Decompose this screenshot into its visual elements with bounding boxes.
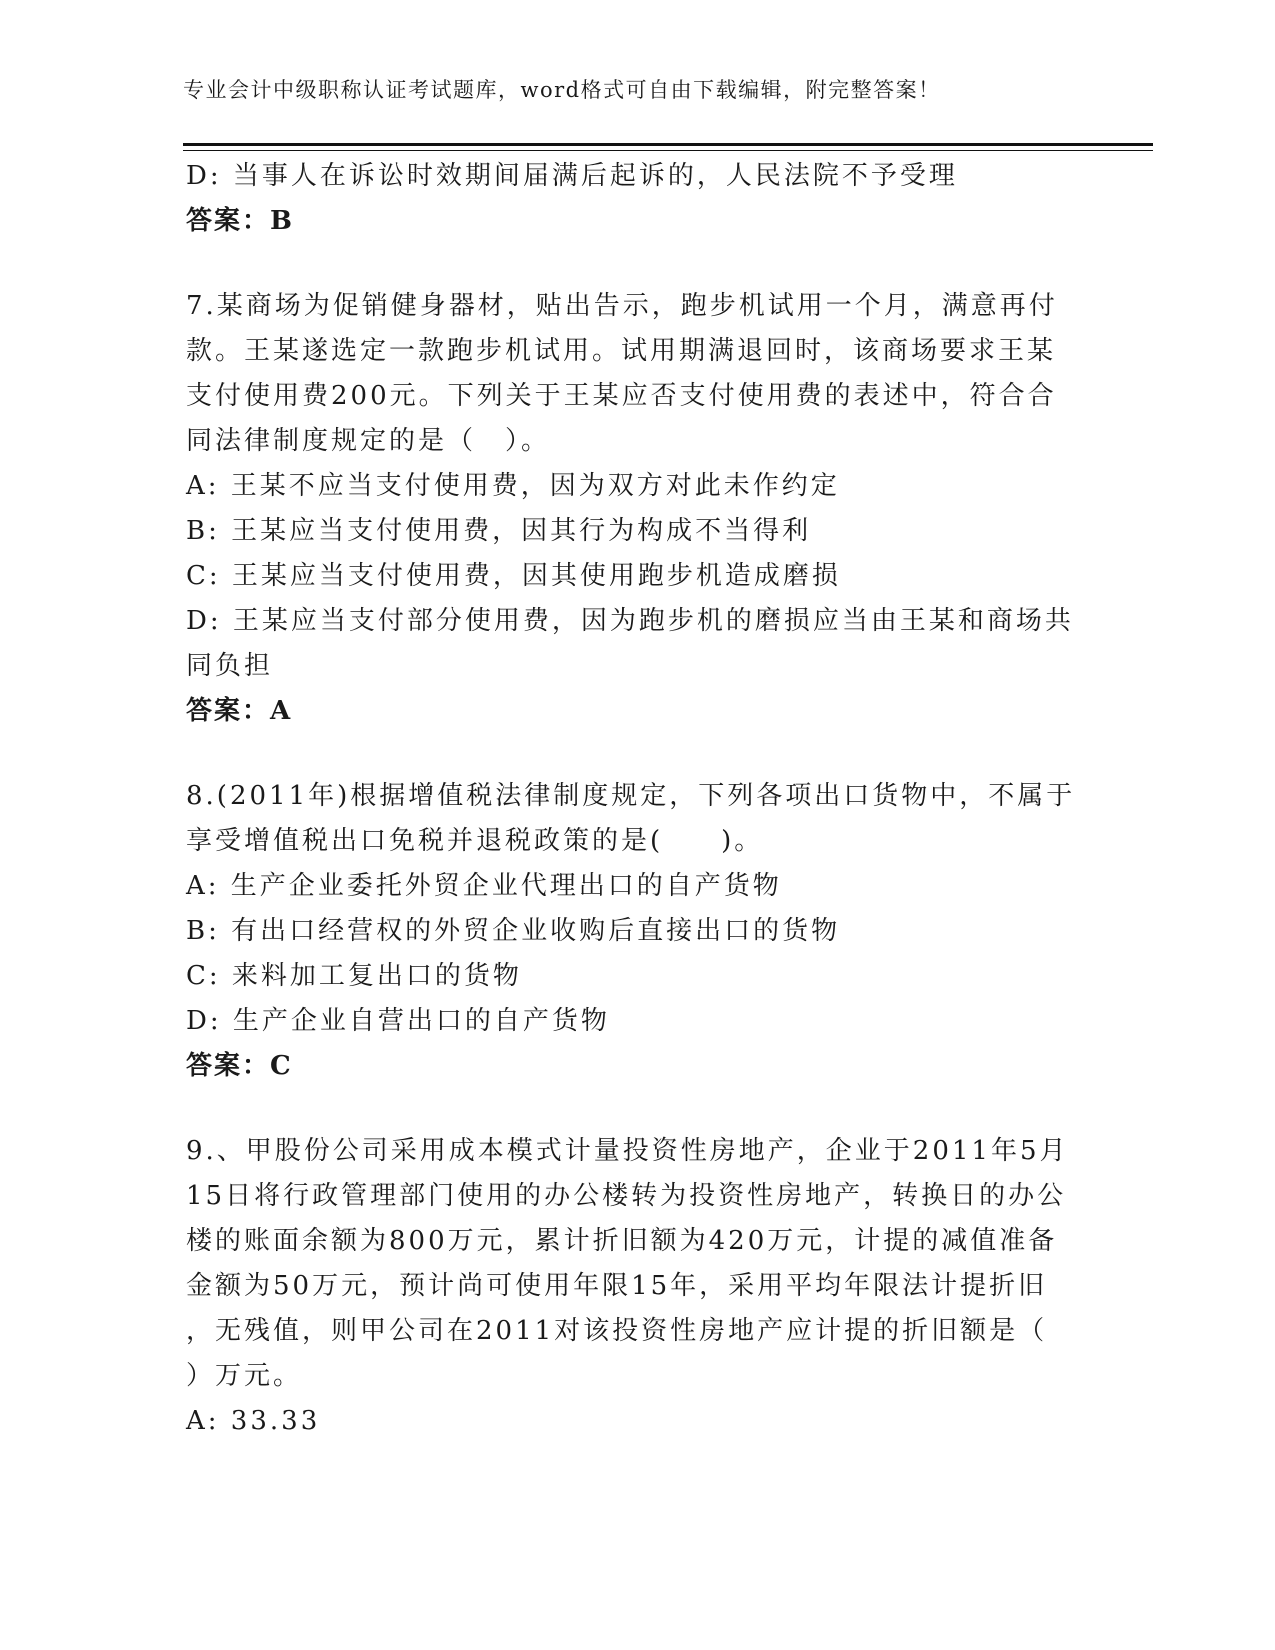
prev-option-d: D: 当事人在诉讼时效期间届满后起诉的，人民法院不予受理 [186, 161, 958, 191]
q8-option-b: B: 有出口经营权的外贸企业收购后直接出口的货物 [186, 916, 841, 946]
q7-option-d: D: 王某应当支付部分使用费，因为跑步机的磨损应当由王某和商场共 [186, 606, 1074, 636]
question-7 [186, 284, 1086, 734]
q7-answer: 答案：A [186, 696, 293, 726]
q9-stem-line: ）万元。 [186, 1361, 303, 1391]
q9-option-a: A: 33.33 [186, 1406, 321, 1436]
q8-option-c: C: 来料加工复出口的货物 [186, 961, 522, 991]
q8-option-a: A: 生产企业委托外贸企业代理出口的自产货物 [186, 871, 782, 901]
q9-stem-line: 金额为50万元，预计尚可使用年限15年，采用平均年限法计提折旧 [186, 1271, 1048, 1301]
header-rule-thick [183, 143, 1153, 146]
q7-stem-line: 7.某商场为促销健身器材，贴出告示，跑步机试用一个月，满意再付 [186, 291, 1058, 321]
q9-stem-line: 楼的账面余额为800万元，累计折旧额为420万元，计提的减值准备 [186, 1226, 1058, 1256]
q8-answer: 答案：C [186, 1051, 293, 1081]
q7-stem-line: 支付使用费200元。下列关于王某应否支付使用费的表述中，符合合 [186, 381, 1057, 411]
q7-option-d-cont: 同负担 [186, 651, 274, 681]
q7-option-a: A: 王某不应当支付使用费，因为双方对此未作约定 [186, 471, 840, 501]
question-8 [186, 774, 1086, 1089]
q9-stem-line: 9.、甲股份公司采用成本模式计量投资性房地产，企业于2011年5月 [186, 1136, 1069, 1166]
question-9 [186, 1129, 1086, 1444]
q9-stem-line: 15日将行政管理部门使用的办公楼转为投资性房地产，转换日的办公 [186, 1181, 1067, 1211]
page-header: 专业会计中级职称认证考试题库，word格式可自由下载编辑，附完整答案！ [183, 78, 941, 102]
document-body [186, 154, 1086, 1444]
q8-stem-line: 享受增值税出口免税并退税政策的是( )。 [186, 826, 764, 856]
q8-stem-line: 8.(2011年)根据增值税法律制度规定，下列各项出口货物中，不属于 [186, 781, 1076, 811]
q7-option-b: B: 王某应当支付使用费，因其行为构成不当得利 [186, 516, 812, 546]
prev-answer: 答案：B [186, 206, 294, 236]
q7-stem-line: 同法律制度规定的是（ ）。 [186, 426, 551, 456]
header-rule-thin [183, 150, 1153, 151]
q8-option-d: D: 生产企业自营出口的自产货物 [186, 1006, 610, 1036]
q7-stem-line: 款。王某遂选定一款跑步机试用。试用期满退回时，该商场要求王某 [186, 336, 1057, 366]
q9-stem-line: ，无残值，则甲公司在2011对该投资性房地产应计提的折旧额是（ [186, 1316, 1048, 1346]
q7-option-c: C: 王某应当支付使用费，因其使用跑步机造成磨损 [186, 561, 841, 591]
